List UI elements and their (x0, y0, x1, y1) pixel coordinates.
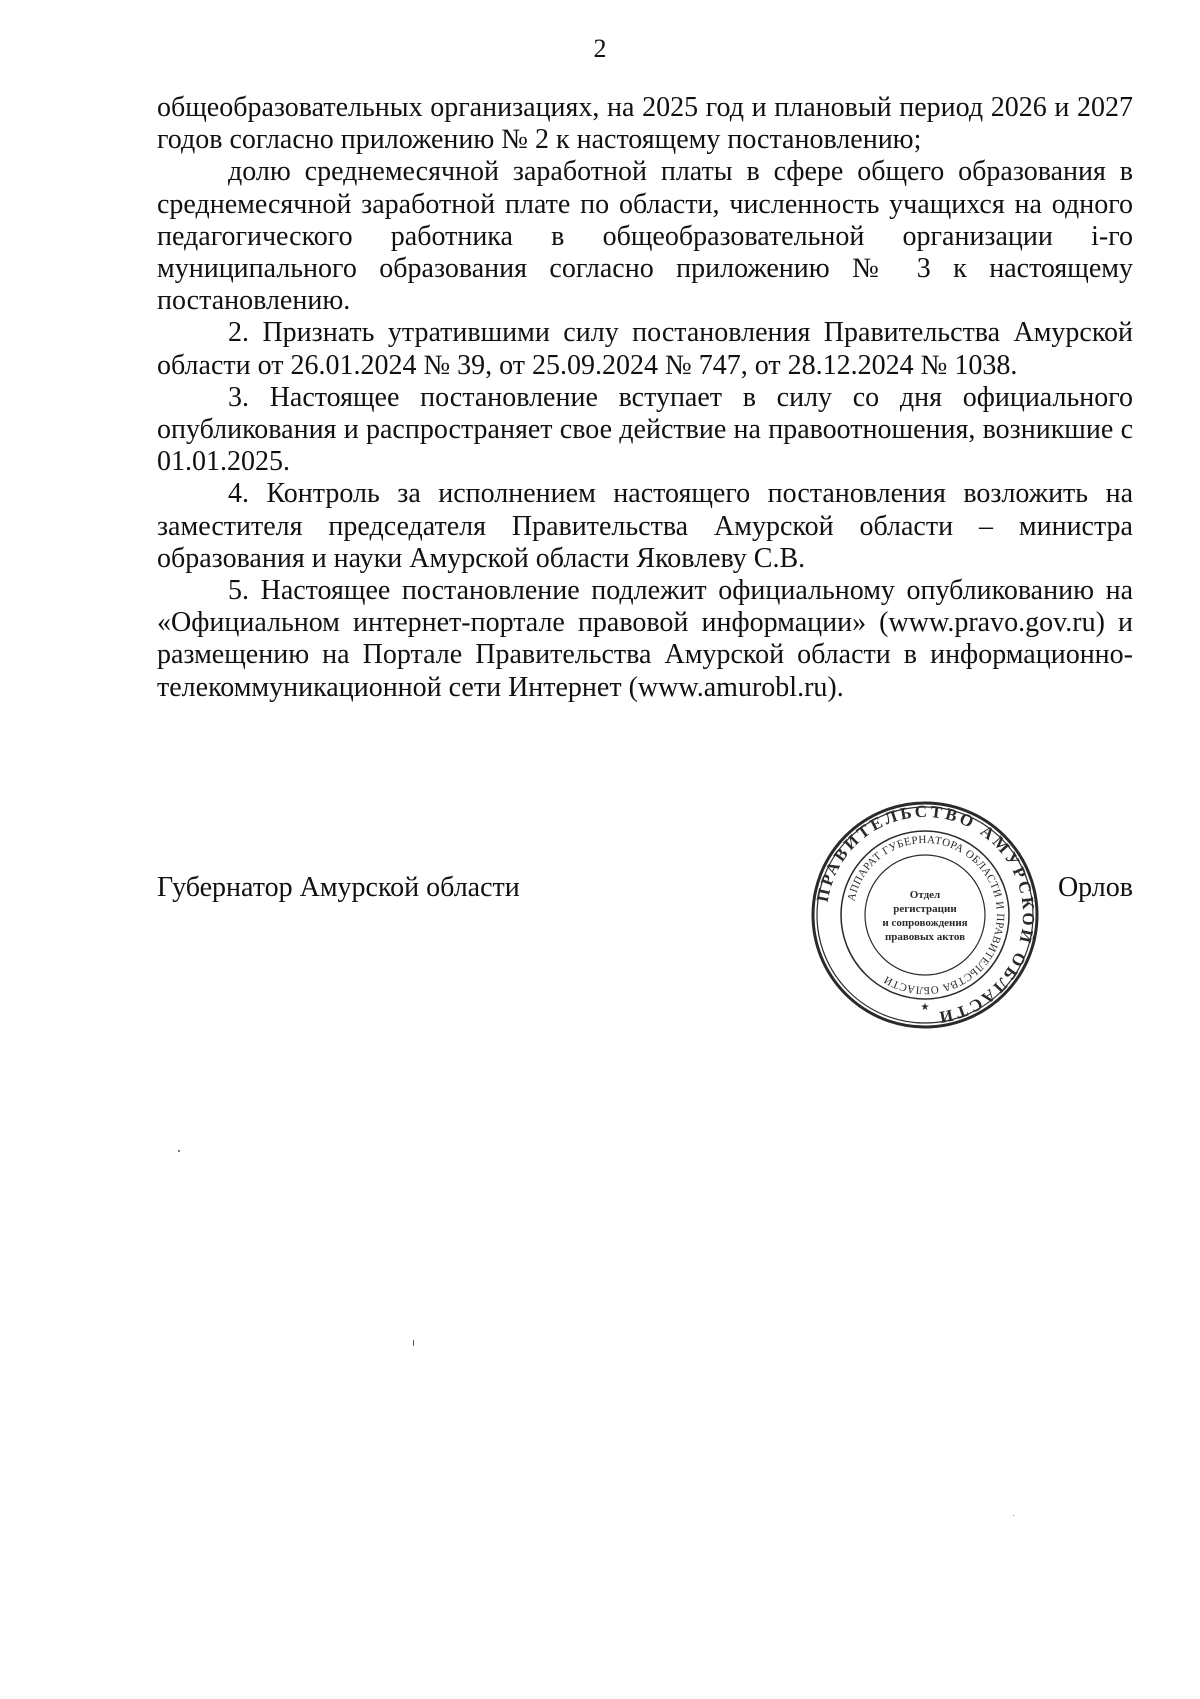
page-number: 2 (593, 34, 607, 63)
paragraph-item-3: 3. Настоящее постановление вступает в силу со дня официального опубликования и распространяет свое действие на правоотношения, возникшие с 01.01.2025. (157, 381, 1133, 478)
stamp-seal-graphic (810, 800, 1040, 1030)
paragraph-item-5: 5. Настоящее постановление подлежит официальному опубликованию на «Официальном интернет-портале правовой информации» (www.pravo.gov.ru) и размещению на Портале Правительства Амурской области в информационно-телекоммуникационной сети Интернет (www.amurobl.ru). (157, 575, 1133, 703)
document-body (157, 92, 1133, 704)
official-stamp (810, 800, 1040, 1030)
scan-speck (1013, 1515, 1014, 1516)
paragraph-item-2: 2. Признать утратившими силу постановления Правительства Амурской области от 26.01.2024 № 39, от 25.09.2024 № 747, от 28.12.2024 № 1038. (157, 317, 1133, 381)
scan-speck (178, 1150, 180, 1152)
signatory-name: Орлов (1057, 872, 1133, 903)
paragraph-salary-share: долю среднемесячной заработной платы в сфере общего образования в среднемесячной заработной плате по области, численность учащихся на одного педагогического работника в общеобразовательной организации i-го муниципального образования согласно приложению № 3 к настоящему постановлению. (157, 156, 1133, 317)
scan-speck (413, 1340, 414, 1346)
svg-text:ПРАВИТЕЛЬСТВО АМУРСКОЙ ОБЛАСТИ: ПРАВИТЕЛЬСТВО АМУРСКОЙ ОБЛАСТИ (812, 801, 1039, 1028)
svg-text:Отдел: Отдел (909, 889, 941, 901)
paragraph-item-4: 4. Контроль за исполнением настоящего постановления возложить на заместителя председателя Правительства Амурской области – министра образования и науки Амурской области Яковлеву С.В. (157, 478, 1133, 574)
svg-text:правовых актов: правовых актов (884, 931, 966, 943)
svg-text:АППАРАТ ГУБЕРНАТОРА ОБЛАСТИ И: АППАРАТ ГУБЕРНАТОРА ОБЛАСТИ И ПРАВИТЕЛЬСТВА ОБЛАСТИ (845, 833, 1007, 997)
signatory-position: Губернатор Амурской области (157, 872, 520, 903)
paragraph-continuation: общеобразовательных организациях, на 2025 год и плановый период 2026 и 2027 годов согласно приложению № 2 к настоящему постановлению; (157, 92, 1133, 156)
svg-text:и сопровождения: и сопровождения (882, 917, 968, 929)
svg-text:регистрации: регистрации (893, 903, 957, 915)
svg-text:★: ★ (920, 1002, 930, 1013)
